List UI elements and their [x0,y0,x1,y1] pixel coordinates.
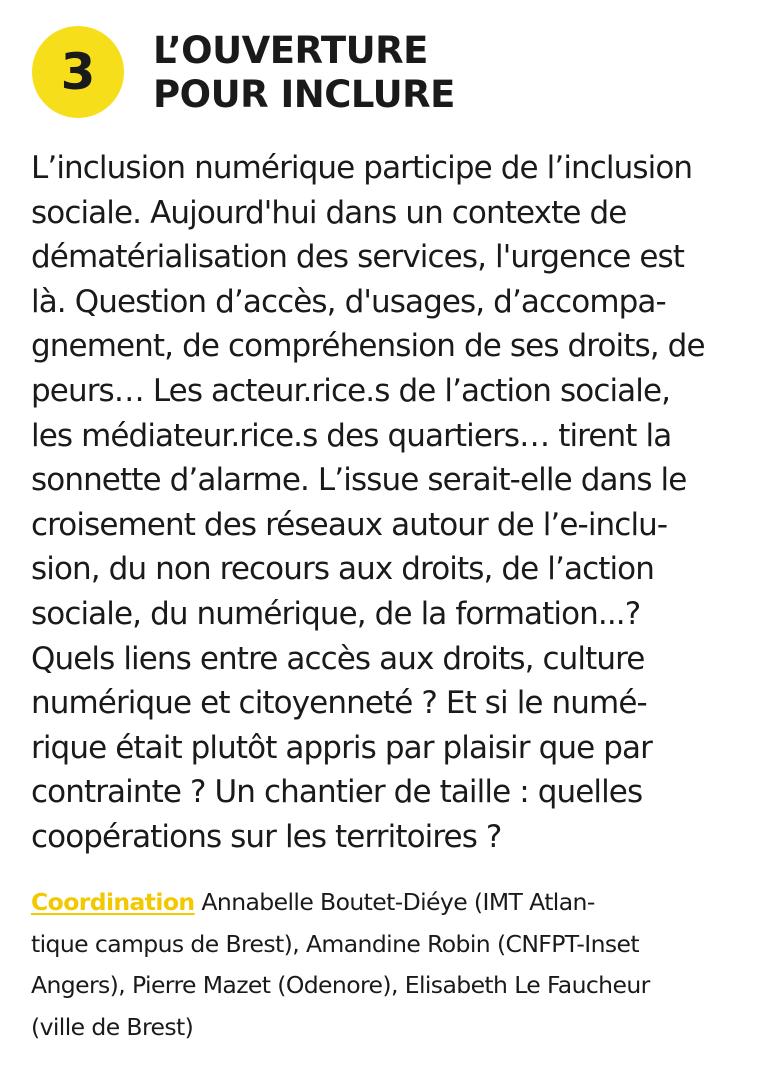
credits-line-3: Angers), Pierre Mazet (Odenore), Elisabeth Le Faucheur [31,971,650,1000]
section-title-line-1: L’OUVERTURE [153,29,428,72]
credits-line-2: tique campus de Brest), Amandine Robin (CNFPT-Inset [31,929,640,958]
body-line: les médiateur.rice.s des quartiers… tirent la [31,417,672,454]
body-line: gnement, de compréhension de ses droits, de [31,328,705,365]
body-line: contrainte ? Un chantier de taille : quelles [31,774,643,811]
credits-line-4: (ville de Brest) [31,1012,194,1041]
body-line: rique était plutôt appris par plaisir que par [31,729,652,766]
section-title-line-2: POUR INCLURE [153,73,455,116]
body-paragraph [31,146,761,860]
body-line: Quels liens entre accès aux droits, culture [31,640,645,677]
body-line: L’inclusion numérique participe de l’inclusion [31,150,693,186]
credits-line-1-text: Annabelle Boutet-Diéye (IMT Atlan- [194,888,595,916]
body-line: sion, du non recours aux droits, de l’action [31,551,654,588]
section-number: 3 [60,43,96,101]
credits-line-1 [31,882,761,924]
section-number-badge [32,26,124,118]
coordination-credits [31,882,761,1048]
coordination-label: Coordination [31,888,195,916]
section-header [30,22,750,122]
body-line: numérique et citoyenneté ? Et si le numé- [31,685,647,722]
body-line: dématérialisation des services, l'urgence est [31,239,685,276]
body-line: sociale. Aujourd'hui dans un contexte de [31,194,627,231]
body-line: coopérations sur les territoires ? [31,818,502,855]
body-line: peurs… Les acteur.rice.s de l’action sociale, [31,372,671,409]
body-line: croisement des réseaux autour de l’e-inclu- [31,506,668,543]
section-title [153,29,455,117]
body-line: là. Question d’accès, d'usages, d’accompa- [31,283,666,320]
body-line: sonnette d’alarme. L’issue serait-elle dans le [31,462,687,499]
body-line: sociale, du numérique, de la formation...? [31,595,641,632]
